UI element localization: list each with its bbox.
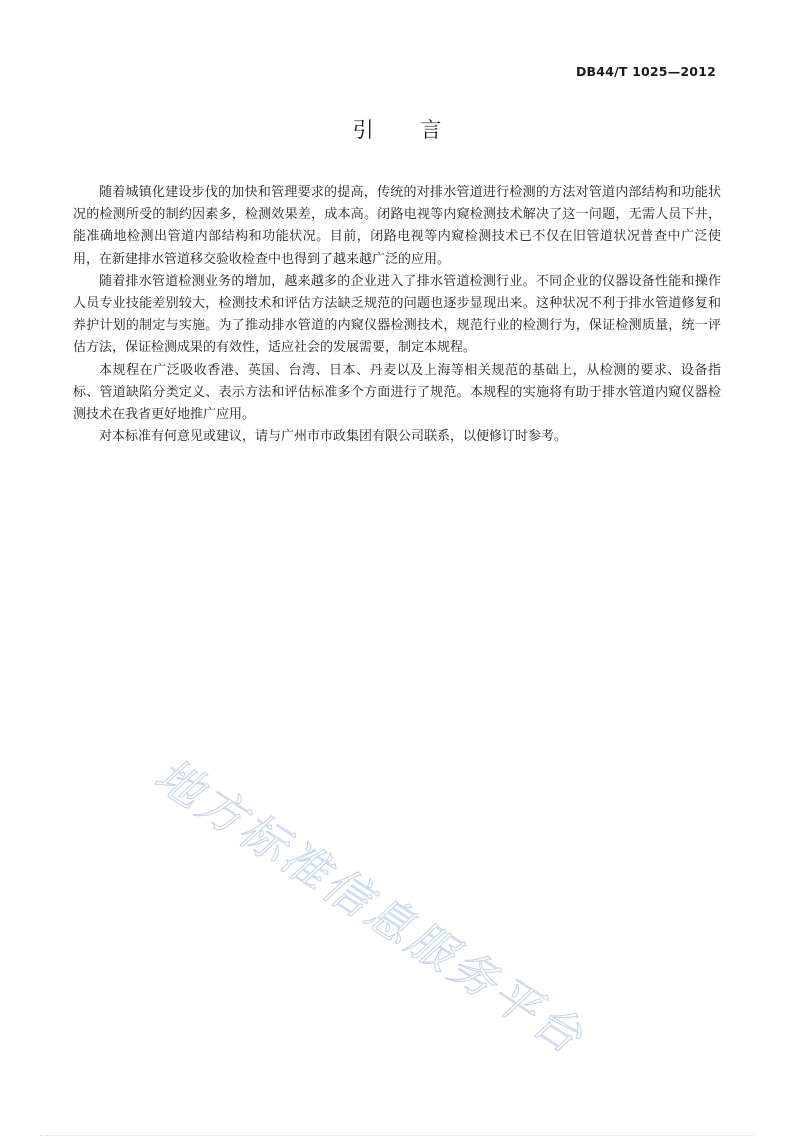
footer-divider (40, 1135, 754, 1136)
introduction-body (73, 182, 721, 448)
paragraph-4: 对本标准有何意见或建议，请与广州市市政集团有限公司联系，以便修订时参考。 (99, 429, 568, 445)
paragraph-1: 随着城镇化建设步伐的加快和管理要求的提高，传统的对排水管道进行检测的方法对管道内部结构和功能状况的检测所受的制约因素多，检测效果差，成本高。闭路电视等内窥检测技术解决了这一问题，无需人员下井，能准确地检测出管道内部结构和功能状况。目前，闭路电视等内窥检测技术已不仅在旧管道状况普查中广泛使用，在新建排水管道移交验收检查中也得到了越来越广泛的应用。 (73, 185, 721, 267)
document-code: DB44/T 1025—2012 (575, 64, 716, 79)
paragraph-3: 本规程在广泛吸收香港、英国、台湾、日本、丹麦以及上海等相关规范的基础上，从检测的要求、设备指标、管道缺陷分类定义、表示方法和评估标准多个方面进行了规范。本规程的实施将有助于排水管道内窥仪器检测技术在我省更好地推广应用。 (73, 362, 721, 423)
page-title: 引 言 (352, 118, 462, 142)
watermark-text: 地方标准信息服务平台 (145, 747, 595, 1066)
paragraph-2: 随着排水管道检测业务的增加，越来越多的企业进入了排水管道检测行业。不同企业的仪器设备性能和操作人员专业技能差别较大，检测技术和评估方法缺乏规范的问题也逐步显现出来。这种状况不利于排水管道修复和养护计划的制定与实施。为了推动排水管道的内窥仪器检测技术，规范行业的检测行为，保证检测质量，统一评估方法，保证检测成果的有效性，适应社会的发展需要，制定本规程。 (73, 273, 721, 356)
